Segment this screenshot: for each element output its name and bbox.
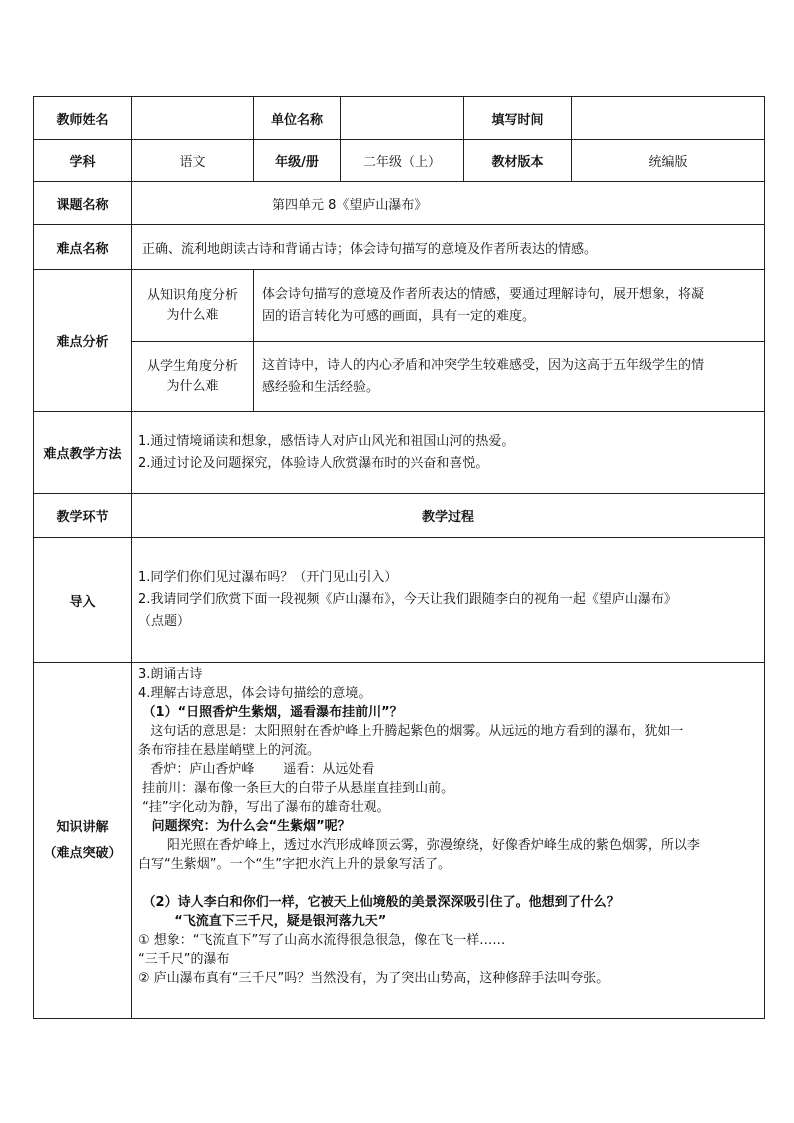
knowledge-angle-text — [254, 270, 765, 342]
unit-name-label: 单位名称 — [254, 97, 341, 140]
intro-line: 2.我请同学们欣赏下面一段视频《庐山瀑布》，今天让我们跟随李白的视角一起《望庐山瀑布》 — [138, 592, 677, 607]
difficulty-value: 正确、流利地朗读古诗和背诵古诗；体会诗句描写的意境及作者所表达的情感。 — [132, 225, 765, 270]
knowledge-line: 挂前川：瀑布像一条巨大的白带子从悬崖直挂到山前。 — [138, 781, 455, 796]
knowledge-text — [132, 663, 765, 1019]
fill-date-value — [572, 97, 765, 140]
subject-label: 学科 — [34, 140, 132, 182]
knowledge-sublabel: （难点突破） — [43, 845, 122, 861]
method-line: 2.通过讨论及问题探究，体验诗人欣赏瀑布时的兴奋和喜悦。 — [138, 455, 489, 471]
method-row — [34, 412, 765, 494]
header-row — [34, 97, 765, 140]
knowledge-angle-label-line: 从知识角度分析 — [146, 287, 238, 303]
knowledge-line: ① 想象：“飞流直下”写了山高水流得很急很急，像在飞一样…… — [138, 933, 506, 948]
teacher-name-label: 教师姓名 — [34, 97, 132, 140]
knowledge-line: 香炉：庐山香炉峰 遥看：从远处看 — [138, 762, 375, 777]
process-header-row — [34, 494, 765, 538]
knowledge-line: ② 庐山瀑布真有“三千尺”吗？当然没有，为了突出山势高，这种修辞手法叫夸张。 — [138, 971, 610, 986]
difficulty-row — [34, 225, 765, 270]
subject-value: 语文 — [132, 140, 254, 182]
analysis-label: 难点分析 — [34, 270, 132, 412]
knowledge-row — [34, 663, 765, 1019]
knowledge-angle-label-line: 为什么难 — [166, 307, 219, 323]
process-column-header: 教学过程 — [132, 494, 765, 538]
intro-text — [132, 538, 765, 663]
knowledge-line: 3.朗诵古诗 — [138, 667, 203, 682]
student-angle-text-line: 这首诗中，诗人的内心矛盾和冲突学生较难感受，因为这高于五年级学生的情 — [262, 357, 705, 373]
inquiry-heading: 问题探究：为什么会“生紫烟”呢？ — [138, 819, 351, 834]
teacher-name-value — [132, 97, 254, 140]
student-angle-text-line: 感经验和生活经验。 — [262, 379, 380, 395]
knowledge-angle-text-line: 体会诗句描写的意境及作者所表达的情感，要通过理解诗句，展开想象，将凝 — [262, 286, 705, 302]
method-line: 1.通过情境诵读和想象，感悟诗人对庐山风光和祖国山河的热爱。 — [138, 433, 515, 449]
edition-label: 教材版本 — [464, 140, 572, 182]
edition-value: 统编版 — [572, 140, 765, 182]
knowledge-line: 阳光照在香炉峰上，透过水汽形成峰顶云雾，弥漫缭绕，好像香炉峰生成的紫色烟雾，所以李 — [138, 838, 700, 853]
knowledge-label: 知识讲解 — [56, 819, 109, 835]
method-text — [132, 412, 765, 494]
intro-line: 1.同学们你们见过瀑布吗？（开门见山引入） — [138, 570, 398, 585]
subject-row — [34, 140, 765, 182]
knowledge-line: 白写“生紫烟”。一个“生”字把水汽上升的景象写活了。 — [138, 857, 451, 872]
blank-line — [138, 874, 758, 893]
stage-column-header: 教学环节 — [34, 494, 132, 538]
grade-label: 年级/册 — [254, 140, 341, 182]
topic-value: 第四单元 8《望庐山瀑布》 — [132, 182, 765, 225]
lesson-plan-table — [33, 96, 765, 1019]
intro-line: （点题） — [138, 614, 191, 629]
intro-row — [34, 538, 765, 663]
intro-label: 导入 — [34, 538, 132, 663]
student-angle-label-line: 为什么难 — [166, 378, 219, 394]
knowledge-line: “挂”字化动为静，写出了瀑布的雄奇壮观。 — [138, 800, 390, 815]
analysis-row-student — [34, 342, 765, 412]
topic-row — [34, 182, 765, 225]
knowledge-line: 这句话的意思是：太阳照射在香炉峰上升腾起紫色的烟雾。从远远的地方看到的瀑布，犹如一 — [138, 724, 684, 739]
poem-line: “飞流直下三千尺，疑是银河落九天” — [138, 914, 387, 929]
question-heading: （2）诗人李白和你们一样，它被天上仙境般的美景深深吸引住了。他想到了什么？ — [138, 895, 620, 910]
knowledge-line: “三千尺”的瀑布 — [138, 952, 230, 967]
fill-date-label: 填写时间 — [464, 97, 572, 140]
knowledge-line: 条布帘挂在悬崖峭壁上的河流。 — [138, 743, 321, 758]
student-angle-text — [254, 342, 765, 412]
topic-label: 课题名称 — [34, 182, 132, 225]
grade-value: 二年级（上） — [341, 140, 464, 182]
knowledge-angle-text-line: 固的语言转化为可感的画面，具有一定的难度。 — [262, 308, 536, 324]
student-angle-label — [132, 342, 254, 412]
difficulty-label: 难点名称 — [34, 225, 132, 270]
knowledge-line: 4.理解古诗意思，体会诗句描绘的意境。 — [138, 686, 372, 701]
analysis-row-knowledge — [34, 270, 765, 342]
knowledge-angle-label — [132, 270, 254, 342]
question-heading: （1）“日照香炉生紫烟，遥看瀑布挂前川”？ — [138, 705, 403, 720]
method-label: 难点教学方法 — [34, 412, 132, 494]
student-angle-label-line: 从学生角度分析 — [146, 358, 238, 374]
knowledge-label-cell — [34, 663, 132, 1019]
unit-name-value — [341, 97, 464, 140]
